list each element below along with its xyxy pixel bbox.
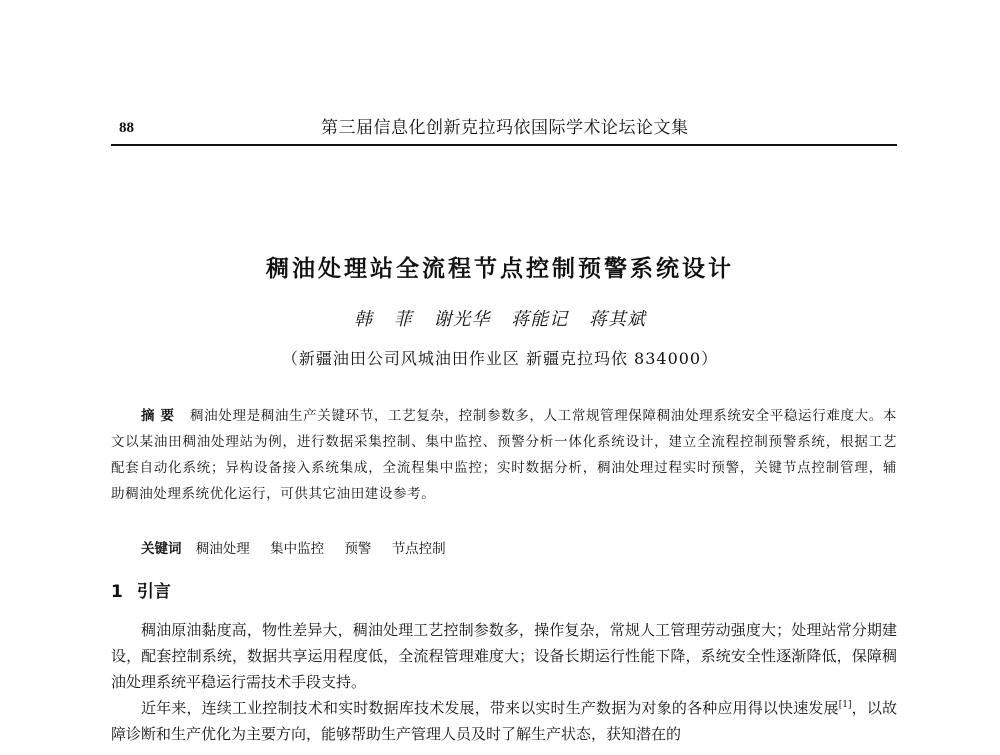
section-title: 引言 [136, 582, 171, 602]
keywords-label: 关键词 [141, 541, 182, 557]
keyword-item: 集中监控 [270, 541, 325, 557]
proceedings-title: 第三届信息化创新克拉玛依国际学术论坛论文集 [321, 118, 689, 138]
abstract-text: 稠油处理是稠油生产关键环节，工艺复杂，控制参数多，人工常规管理保障稠油处理系统安全平稳运行难度大。本文以某油田稠油处理站为例，进行数据采集控制、集中监控、预警分析一体化系统设计，建立全流程控制预警系统，根据工艺配套自动化系统；异构设备接入系统集成，全流程集中监控；实时数据分析，稠油处理过程实时预警，关键节点控制管理，辅助稠油处理系统优化运行，可供其它油田建设参考。 [111, 408, 897, 502]
body-paragraph-text: 近年来，连续工业控制技术和实时数据库技术发展，带来以实时生产数据为对象的各种应用得以快速发展 [141, 699, 839, 717]
body-paragraph-text: ，以故障诊断和生产优化为主要方向，能够帮助生产管理人员及时了解生产状态，获知潜在的 [111, 699, 897, 743]
running-header [111, 118, 897, 144]
keyword-item: 节点控制 [391, 541, 446, 557]
abstract-label: 摘要 [141, 408, 180, 424]
header-rule [111, 144, 897, 146]
keyword-item: 稠油处理 [195, 541, 250, 557]
abstract [111, 403, 897, 507]
citation-ref: [1] [838, 700, 852, 710]
keyword-item: 预警 [344, 541, 372, 557]
paper-title: 稠油处理站全流程节点控制预警系统设计 [266, 256, 734, 282]
body-paragraph [111, 695, 897, 747]
body-paragraph: 稠油原油黏度高，物性差异大，稠油处理工艺控制参数多，操作复杂，常规人工管理劳动强度大；处理站常分期建设，配套控制系统，数据共享运用程度低，全流程管理难度大；设备长期运行性能下降，系统安全性逐渐降低，保障稠油处理系统平稳运行需技术手段支持。 [111, 621, 897, 691]
keywords [141, 537, 897, 561]
section-number: 1 [111, 582, 123, 602]
author-affiliation: （新疆油田公司风城油田作业区 新疆克拉玛依 834000） [281, 349, 719, 368]
body-text [111, 617, 897, 747]
author-list: 韩 菲 谢光华 蒋能记 蒋其斌 [354, 309, 646, 330]
page-number: 88 [119, 120, 134, 136]
section-heading [111, 579, 171, 605]
